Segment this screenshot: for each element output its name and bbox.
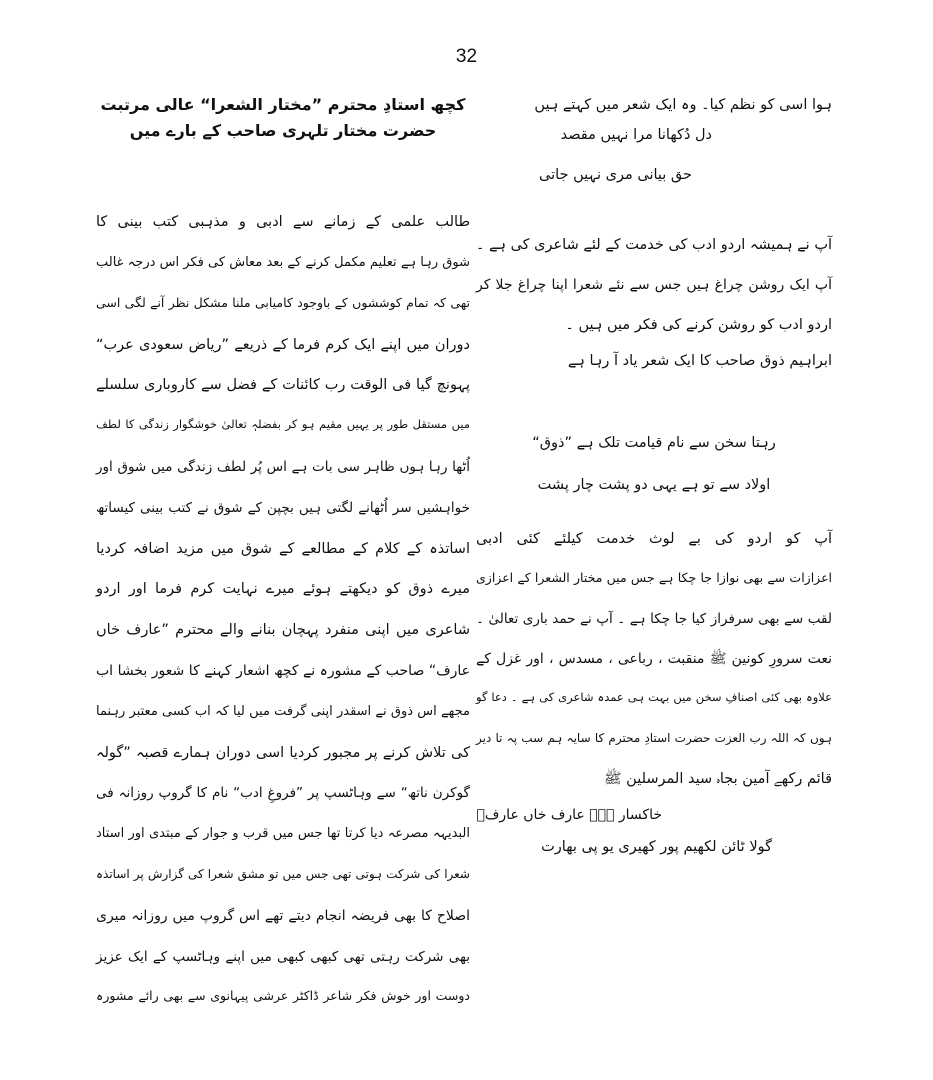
text-line: پہونچ گیا فی الوقت رب کائنات کے فضل سے کاروباری سلسلے	[96, 377, 470, 394]
text-line: دوران میں اپنے ایک کرم فرما کے ذریعے ”ریاض سعودی عرب“	[96, 336, 470, 353]
text-line: شوق رہا ہے تعلیم مکمل کرنے کے بعد معاش کی فکر اس درجہ غالب	[96, 254, 470, 270]
text-line: طالب علمی کے زمانے سے ادبی و مذہبی کتب بینی کا	[96, 214, 470, 231]
text-line: مجھے اس ذوق نے اسقدر اپنی گرفت میں لیا کہ اب کسی معتبر رہنما	[96, 703, 470, 719]
text-line: گوکرن ناتھ“ سے وہاٹسپ پر ”فروغِ ادب“ نام کا گروپ روزانہ فی	[96, 785, 470, 802]
text-line: ہوں کہ اللہ رب العزت حضرت استادِ محترم کا سایہ ہم سب پہ تا دیر	[476, 731, 832, 745]
text-line: میرے ذوق کو دیکھتے ہوئے میرے نہایت کرم فرما اور اردو	[96, 581, 470, 598]
couplet-line: دل دُکھانا مرا نہیں مقصد	[560, 127, 712, 143]
paragraph	[476, 236, 832, 388]
text-line: شعرا کی شرکت ہوتی تھی جس میں تو مشق شعرا کی گزارش پر اساتذہ	[96, 866, 470, 881]
paragraph	[476, 530, 832, 806]
text-line: آپ نے ہمیشہ اردو ادب کی خدمت کے لئے شاعری کی ہے ۔	[475, 237, 832, 253]
text-line: اعزازات سے بھی نوازا جا چکا ہے جس میں مختار الشعرا کے اعزازی	[476, 570, 832, 585]
text-line: علاوہ بھی کئی اصنافِ سخن میں بہت ہی عمدہ شاعری کی ہے ۔ دعا گو	[476, 690, 832, 704]
text-line: اصلاح کا بھی فریضہ انجام دیتے تھے اس گروپ میں روزانہ میری	[96, 907, 470, 924]
left-column	[96, 92, 470, 1029]
text-line: اساتذہ کے کلام کے مطالعے کے شوق میں مزید اضافہ کردیا	[96, 540, 470, 557]
address: گولا ٹائن لکھیم پور کھیری یو پی بھارت	[541, 839, 772, 855]
text-line: تھی کہ تمام کوششوں کے باوجود کامیابی ملنا مشکل نظر آنے لگی اسی	[96, 294, 470, 310]
text-line: کی تلاش کرنے پر مجبور کردیا اسی دوران ہمارے قصبہ ”گولہ	[96, 744, 470, 761]
text-line: ابراہیم ذوق صاحب کا ایک شعر یاد آ رہا ہے	[567, 353, 832, 369]
right-column	[476, 96, 832, 874]
section-heading	[96, 92, 470, 143]
text-line: اُٹھا رہا ہوں ظاہر سی بات ہے اس پُر لطف زندگی میں شوق اور	[96, 458, 470, 475]
text-line: شاعری میں اپنی منفرد پہچان بنانے والے محترم ”عارف خاں	[96, 622, 470, 639]
verse-line: رہتا سخن سے نام قیامت تلک ہے ”ذوق“	[532, 435, 776, 451]
text-line: البدیہہ مصرعہ دیا کرتا تھا جس میں قرب و جوار کے مبتدی اور استاد	[96, 826, 470, 842]
heading-line: کچھ استادِ محترم ”مختار الشعرا“ عالی مرتبت	[100, 95, 466, 114]
text-line: عارف“ صاحب کے مشورہ نے کچھ اشعار کہنے کا شعور بخشا اب	[96, 662, 470, 679]
heading-line: حضرت مختار تلہری صاحب کے بارے میں	[129, 120, 437, 140]
text-line: دوست اور خوش فکر شاعر ڈاکٹر عرشی پیہانوی سے بھی رائے مشورہ	[96, 988, 470, 1004]
verse-line: اولاد سے تو ہے یہی دو پشت چار پشت	[537, 477, 771, 493]
text-line: اردو ادب کو روشن کرنے کی فکر میں ہیں ۔	[565, 317, 832, 333]
left-body-text	[96, 213, 470, 1029]
text-line: لقب سے بھی سرفراز کیا جا چکا ہے ۔ آپ نے حمد باری تعالیٰ ۔	[476, 611, 832, 627]
text-line: خواہشیں سر اُٹھانے لگتی ہیں بچپن کے شوق نے کتب بینی کیساتھ	[96, 499, 470, 516]
text-line: میں مستقل طور پر یہیں مقیم ہو کر بفضلہٖ تعالیٰ خوشگوار زندگی کا لطف	[96, 417, 470, 432]
intro-line: ہوا اسی کو نظم کیا۔ وہ ایک شعر میں کہتے ہیں	[534, 97, 832, 113]
verse-block	[476, 434, 832, 518]
text-line: بھی شرکت رہتی تھی کبھی کبھی میں اپنے وہاٹسپ کے ایک عزیز	[96, 948, 470, 965]
signature: خاکسار ۔۔۔ عارف خاں عارفؔ	[476, 807, 662, 823]
page-number: 32	[455, 46, 478, 67]
couplet-line: حق بیانی مری نہیں جاتی	[538, 167, 692, 183]
text-line: قائم رکھے آمین بجاہ سید المرسلین ﷺ	[604, 771, 832, 787]
text-line: نعت سرورِ کونین ﷺ منقبت ، رباعی ، مسدس ، اور غزل کے	[476, 651, 832, 667]
text-line: آپ کو اردو کی بے لوث خدمت کیلئے کئی ادبی	[476, 531, 832, 547]
text-line: آپ ایک روشن چراغ ہیں جس سے نئے شعرا اپنا چراغ جلا کر	[476, 277, 832, 293]
